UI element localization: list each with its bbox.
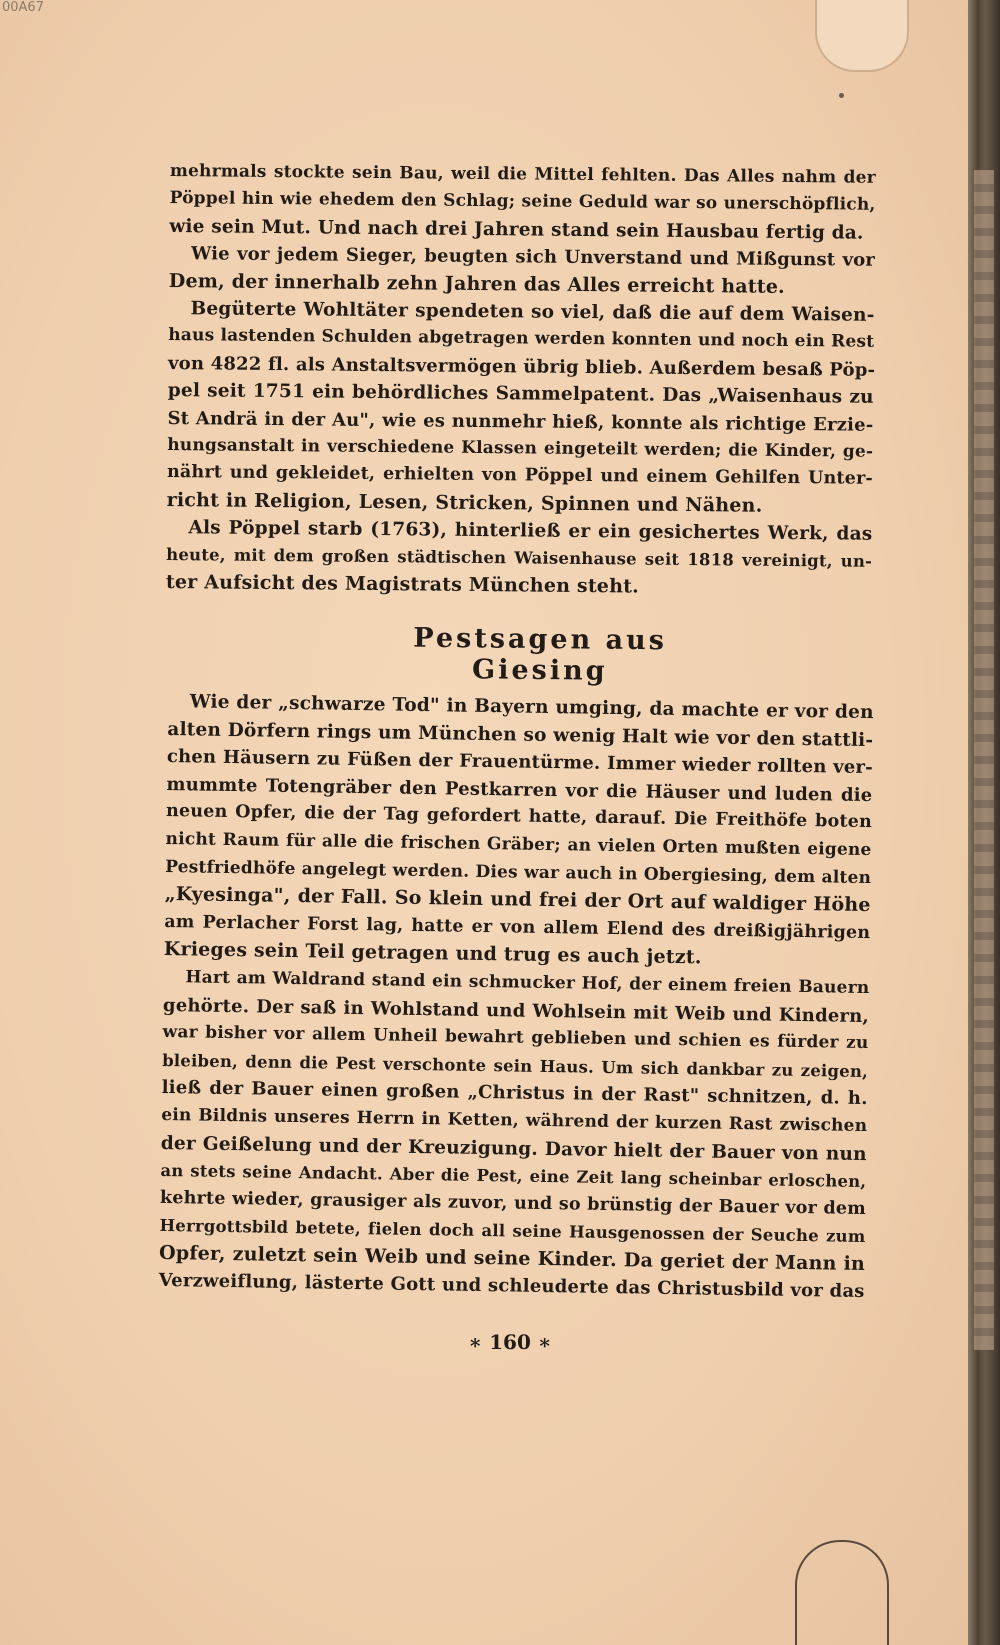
- text-line: pel seit 1751 ein behördliches Sammelpatent. Das „Waisenhaus zu: [167, 380, 874, 408]
- page-tab-mark-top: [815, 0, 909, 72]
- text-line: Krieges sein Teil getragen und trug es auch jetzt.: [163, 938, 702, 969]
- text-line: mummte Totengräber den Pestkarren vor die Häuser und luden die: [166, 773, 873, 806]
- text-line: Hart am Waldrand stand ein schmucker Hof, der einem freien Bauern: [185, 967, 870, 998]
- text-line: Pöppel hin wie ehedem den Schlag; seine Geduld war so unerschöpflich,: [169, 188, 876, 216]
- body-text-section-2: [158, 688, 873, 1306]
- text-line: Begüterte Wohltäter spendeten so viel, daß die auf dem Waisen-: [190, 298, 875, 326]
- text-line: ter Aufsicht des Magistrats München steht.: [165, 570, 640, 598]
- text-line: von 4822 fl. als Anstaltsvermögen übrig blieb. Außerdem besaß Pöp-: [167, 352, 876, 381]
- text-line: hungsanstalt in verschiedene Klassen eingeteilt werden; die Kinder, ge-: [167, 434, 874, 462]
- text-line: war bisher vor allem Unheil bewahrt geblieben und schien es fürder zu: [162, 1022, 869, 1054]
- text-line: chen Häusern zu Füßen der Frauentürme. Immer wieder rollten ver-: [166, 746, 873, 779]
- text-line: Opfer, zuletzt sein Weib und seine Kinder. Da geriet der Mann in: [158, 1241, 866, 1275]
- text-line: mehrmals stockte sein Bau, weil die Mittel fehlten. Das Alles nahm der: [169, 160, 876, 188]
- corner-note: 00A67: [2, 0, 44, 15]
- text-line: Wie vor jedem Sieger, beugten sich Unverstand und Mißgunst vor: [190, 243, 876, 271]
- text-line: bleiben, denn die Pest verschonte sein Haus. Um sich dankbar zu zeigen,: [162, 1050, 869, 1081]
- text-line: ließ der Bauer einen großen „Christus in der Rast" schnitzen, d. h.: [161, 1077, 868, 1110]
- text-line: ein Bildnis unseres Herrn in Ketten, während der kurzen Rast zwischen: [161, 1104, 868, 1136]
- text-line: St Andrä in der Au", wie es nunmehr hieß, konnte als richtige Erzie-: [167, 407, 874, 436]
- text-line: Dem, der innerhalb zehn Jahren das Alles erreicht hatte.: [168, 269, 786, 298]
- text-line: haus lastenden Schulden abgetragen werden konnten und noch ein Rest: [168, 325, 875, 353]
- text-line: „Kyesinga", der Fall. So klein und frei der Ort auf waldiger Höhe: [164, 883, 871, 917]
- book-gutter: [968, 0, 1000, 1645]
- text-line: nicht Raum für alle die frischen Gräber; an vielen Orten mußten eigene: [165, 828, 872, 861]
- text-line: der Geißelung und der Kreuzigung. Davor hielt der Bauer von nun: [160, 1132, 867, 1165]
- ink-spot: [839, 93, 844, 98]
- page-number: ∗ 160 ∗: [468, 1330, 552, 1354]
- text-line: alten Dörfern rings um München so wenig Halt wie vor den stattli-: [167, 718, 874, 751]
- text-line: kehrte wieder, grausiger als zuvor, und so brünstig der Bauer vor dem: [159, 1187, 867, 1219]
- text-line: neuen Opfer, die der Tag gefordert hatte, darauf. Die Freithöfe boten: [165, 801, 873, 833]
- body-text-section-1: [166, 158, 876, 603]
- text-line: Wie der „schwarze Tod" in Bayern umging, da machte er vor den: [189, 691, 874, 724]
- text-line: Herrgottsbild betete, fielen doch all seine Hausgenossen der Seuche zum: [159, 1216, 866, 1247]
- section-heading: Pestsagen aus Giesing: [413, 622, 668, 687]
- text-line: gehörte. Der saß in Wohlstand und Wohlsein mit Weib und Kindern,: [162, 994, 870, 1027]
- text-line: Als Pöppel starb (1763), hinterließ er ein gesichertes Werk, das: [188, 517, 873, 545]
- text-line: nährt und gekleidet, erhielten von Pöppel und einem Gehilfen Unter-: [166, 462, 874, 490]
- text-line: heute, mit dem großen städtischen Waisenhause seit 1818 vereinigt, un-: [166, 545, 873, 572]
- text-line: Pestfriedhöfe angelegt werden. Dies war auch in Obergiesing, dem alten: [165, 856, 872, 888]
- text-line: richt in Religion, Lesen, Stricken, Spinnen und Nähen.: [166, 488, 763, 517]
- text-line: Verzweiflung, lästerte Gott und schleuderte das Christusbild vor das: [158, 1270, 865, 1303]
- facing-page-edge: [974, 170, 994, 1350]
- text-line: wie sein Mut. Und nach drei Jahren stand sein Hausbau fertig da.: [169, 215, 864, 244]
- text-line: an stets seine Andacht. Aber die Pest, eine Zeit lang scheinbar erloschen,: [160, 1161, 867, 1192]
- page-tab-mark-bottom: [795, 1540, 889, 1645]
- text-line: am Perlacher Forst lag, hatte er von allem Elend des dreißigjährigen: [164, 911, 871, 943]
